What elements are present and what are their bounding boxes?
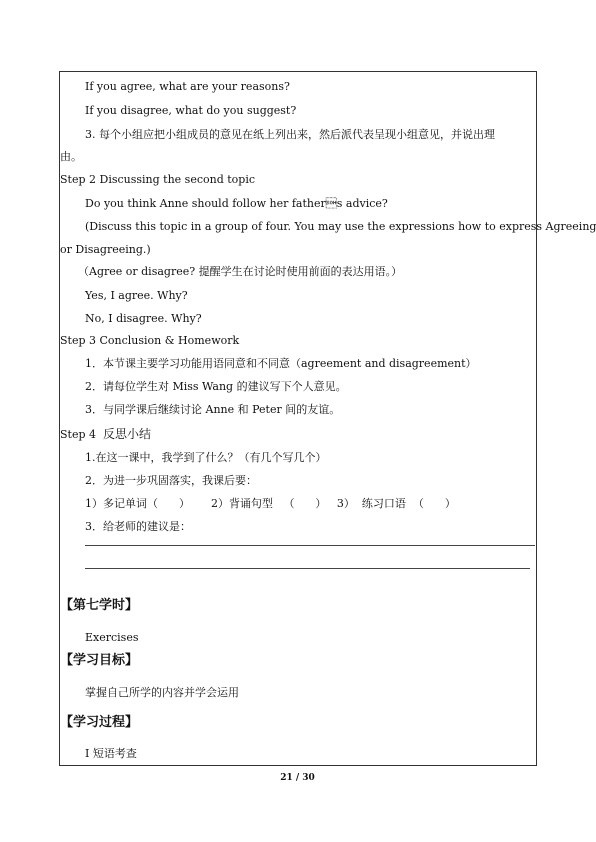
- lesson-7-heading: 【第七学时】: [60, 598, 139, 613]
- agree-phrase: Yes, I agree. Why?: [85, 289, 188, 302]
- page-number: 21 / 30: [280, 773, 315, 783]
- homework-checklist: 1）多记单词（ ） 2）背诵句型 （ ） 3） 练习口语 （ ）: [85, 497, 456, 510]
- exercises-label: Exercises: [85, 631, 139, 644]
- answer-line-2: [85, 568, 530, 569]
- disagree-phrase: No, I disagree. Why?: [85, 312, 202, 325]
- learning-goals-heading: 【学习目标】: [60, 653, 139, 668]
- question-reasons: If you agree, what are your reasons?: [85, 80, 290, 93]
- step-4-prefix: Step 4: [60, 428, 103, 441]
- answer-line-1: [85, 545, 535, 546]
- conclusion-item-2: 2．请每位学生对 Miss Wang 的建议写下个人意见。: [85, 380, 347, 393]
- conclusion-item-3: 3．与同学课后继续讨论 Anne 和 Peter 间的友谊。: [85, 403, 341, 416]
- learning-process-heading: 【学习过程】: [60, 715, 139, 730]
- discussion-instruction: (Discuss this topic in a group of four. You may use the expressions how to express Agreeing: [85, 220, 596, 233]
- reflection-item-2: 2．为进一步巩固落实，我课后要：: [85, 474, 257, 487]
- learning-goals-text: 掌握自己所学的内容并学会运用: [85, 686, 239, 699]
- instruction-3: 3. 每个小组应把小组成员的意见在纸上列出来，然后派代表呈现小组意见，并说出理: [85, 128, 495, 141]
- content-frame: [59, 71, 596, 766]
- process-item-1: I 短语考查: [85, 747, 137, 760]
- discussion-instruction-continued: or Disagreeing.): [60, 243, 151, 256]
- conclusion-item-1: 1．本节课主要学习功能用语同意和不同意（agreement and disagreement）: [85, 357, 477, 370]
- step-3-heading: Step 3 Conclusion & Homework: [60, 334, 240, 347]
- topic-2-question: Do you think Anne should follow her fathers advice?: [85, 197, 388, 210]
- question-suggest: If you disagree, what do you suggest?: [85, 104, 297, 117]
- reminder-note: （Agree or disagree? 提醒学生在讨论时使用前面的表达用语。）: [78, 265, 403, 278]
- reflection-item-3: 3．给老师的建议是：: [85, 520, 191, 533]
- step-4-title: 反思小结: [103, 427, 152, 441]
- reflection-item-1: 1.在这一课中，我学到了什么？（有几个写几个）: [85, 451, 327, 464]
- step-2-heading: Step 2 Discussing the second topic: [60, 173, 255, 186]
- step-4-heading: [60, 427, 151, 442]
- instruction-3-continued: 由。: [60, 150, 82, 163]
